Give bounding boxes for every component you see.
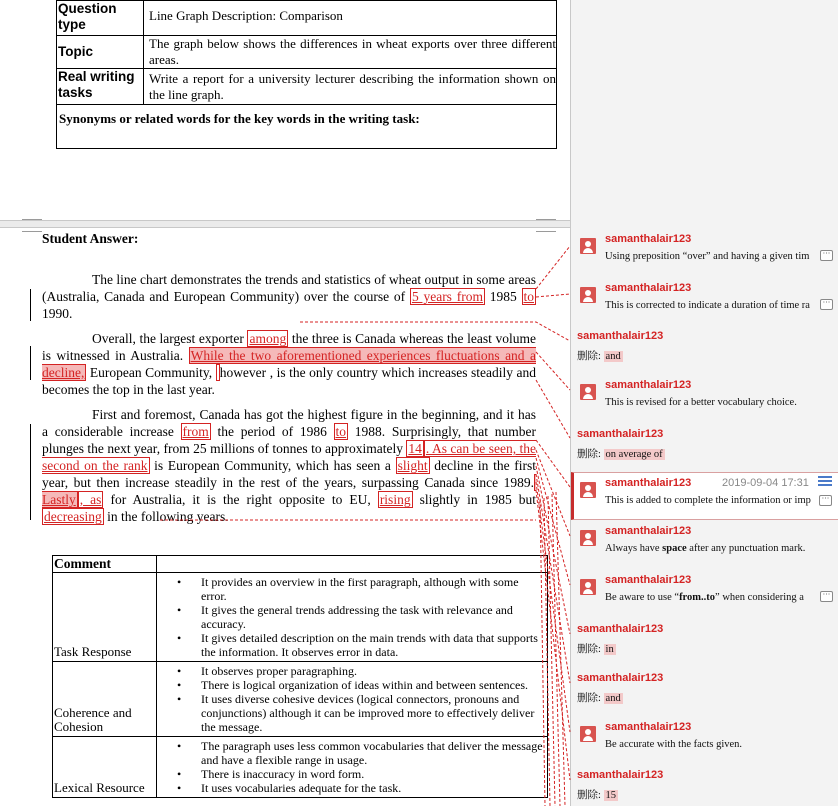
avatar-icon [580, 579, 596, 595]
revision-insert[interactable]: decreasing [44, 509, 102, 524]
avatar-icon [580, 287, 596, 303]
real-writing-tasks-label: Real writing tasks [57, 69, 144, 105]
list-item: • It gives detailed description on the main trends with data that supports the information. It observes error in data. [177, 631, 547, 659]
table-row [53, 573, 548, 662]
comment-author: samanthalair123 [577, 672, 664, 684]
deletion-text: 删除: and [577, 693, 621, 704]
deletion-card[interactable] [571, 765, 838, 806]
synonyms-row[interactable]: Synonyms or related words for the key words in the writing task: [57, 105, 557, 149]
comment-header-blank [157, 556, 548, 573]
criterion-task-response: Task Response [53, 573, 157, 662]
deletion-text: 删除: in [577, 644, 614, 655]
comment-card[interactable] [571, 521, 838, 564]
table-row [53, 662, 548, 737]
revision-highlight[interactable]: While the two aforementioned experiences fluctuations and a decline, [42, 348, 536, 380]
criterion-lexical: Lexical Resource [53, 737, 157, 798]
page-break [0, 220, 570, 228]
comment-author: samanthalair123 [605, 574, 692, 586]
avatar-icon [580, 482, 596, 498]
deleted-text: and [605, 351, 621, 362]
list-item: • It uses diverse cohesive devices (logical connectors, pronouns and conjunctions) although it can be improved more to effectively deliver the message. [177, 692, 547, 734]
deleted-text: in [605, 644, 614, 655]
revision-insert[interactable]: rising [379, 492, 411, 507]
student-answer-body[interactable] [42, 271, 536, 533]
comment-text: Using preposition “over” and having a given tim [605, 251, 810, 262]
comment-author: samanthalair123 [605, 282, 692, 294]
deleted-text: 15 [605, 790, 617, 801]
comment-menu-icon[interactable] [818, 476, 832, 488]
list-item: • There is inaccuracy in word form. [177, 767, 547, 781]
comment-author: samanthalair123 [605, 233, 692, 245]
comment-text: Always have space after any punctuation mark. [605, 543, 806, 554]
comment-text: This is added to complete the information or imp [605, 495, 811, 506]
deletion-card[interactable] [571, 326, 838, 369]
criterion-notes[interactable] [157, 573, 548, 662]
comment-card[interactable] [571, 375, 838, 418]
comment-author: samanthalair123 [577, 623, 664, 635]
criterion-coherence: Coherence and Cohesion [53, 662, 157, 737]
ellipsis-icon[interactable]: ··· [819, 495, 832, 506]
answer-paragraph-3[interactable]: First and foremost, Canada has got the highest figure in the beginning, and it has a considerable increase from the period of 1986 to 1988. Surprisingly, that number plunges the next year, from 25 millions of tonnes to approximately 14 . As can be seen, the second on the rank is European Community, which has seen a slight decline in the first year, but then increase steadily in the rest of the years, surpassing Canada since 1989. Lastly , as for Australia, it is the right opposite to EU, rising slightly in 1985 but decreasing in the following years. [42, 407, 537, 524]
table-row [57, 1, 557, 36]
change-bar [30, 289, 31, 321]
comment-text: This is corrected to indicate a duration of time ra [605, 300, 810, 311]
question-type-value[interactable]: Line Graph Description: Comparison [144, 1, 557, 36]
criterion-notes[interactable] [157, 737, 548, 798]
revision-insert[interactable]: to [335, 424, 347, 439]
comment-author: samanthalair123 [605, 525, 692, 537]
comment-author: samanthalair123 [577, 428, 664, 440]
table-row [57, 36, 557, 69]
comment-author: samanthalair123 [605, 721, 692, 733]
deletion-text: 删除: 15 [577, 790, 617, 801]
question-type-label: Question type [57, 1, 144, 36]
comment-card[interactable] [571, 278, 838, 321]
comment-rubric-table [52, 555, 548, 798]
comment-pane[interactable] [570, 0, 838, 806]
deletion-card[interactable] [571, 619, 838, 662]
crop-mark [22, 219, 42, 220]
topic-value[interactable]: The graph below shows the differences in wheat exports over three different areas. [144, 36, 557, 69]
list-item: • It uses vocabularies adequate for the task. [177, 781, 547, 795]
revision-insert[interactable]: 5 years from [411, 289, 483, 304]
crop-mark [536, 231, 556, 232]
ellipsis-icon[interactable]: ··· [820, 299, 833, 310]
revision-highlight[interactable]: Lastly [42, 474, 536, 508]
comment-card[interactable] [571, 717, 838, 760]
comment-date: 2019-09-04 17:31 [722, 477, 809, 489]
deletion-card[interactable] [571, 424, 838, 467]
comment-author: samanthalair123 [577, 769, 664, 781]
revision-insert[interactable]: slight [397, 458, 428, 473]
criterion-notes[interactable] [157, 662, 548, 737]
avatar-icon [580, 726, 596, 742]
avatar-icon [580, 530, 596, 546]
student-answer-heading: Student Answer: [42, 231, 139, 246]
ellipsis-icon[interactable]: ··· [820, 250, 833, 261]
comment-author: samanthalair123 [605, 477, 692, 489]
deleted-text: and [605, 693, 621, 704]
revision-insert[interactable]: among [249, 331, 287, 346]
table-row [57, 105, 557, 149]
revision-insert[interactable]: 14 [408, 441, 422, 456]
crop-mark [22, 231, 42, 232]
revision-insert[interactable]: from [182, 424, 209, 439]
comment-card[interactable] [571, 229, 838, 272]
answer-paragraph-2[interactable]: Overall, the largest exporter among the three is Canada whereas the least volume is witnessed in Australia. While the two aforementioned experiences fluctuations and a decline, European Community, however , is the only country which increases steadily and becomes the top in the last year. [42, 331, 536, 397]
avatar-icon [580, 238, 596, 254]
comment-text: Be accurate with the facts given. [605, 739, 743, 750]
avatar-icon [580, 384, 596, 400]
comment-text: This is revised for a better vocabulary choice. [605, 397, 797, 408]
list-item: • It provides an overview in the first paragraph, although with some error. [177, 575, 547, 603]
deletion-text: 删除: and [577, 351, 621, 362]
ellipsis-icon[interactable]: ··· [820, 591, 833, 602]
change-bar [30, 346, 31, 380]
comment-author: samanthalair123 [605, 379, 692, 391]
list-item: • It gives the general trends addressing the task with relevance and accuracy. [177, 603, 547, 631]
change-bar [30, 424, 31, 520]
crop-mark [536, 219, 556, 220]
deleted-text: on average of [605, 449, 663, 460]
table-row [53, 556, 548, 573]
list-item: • There is logical organization of ideas within and between sentences. [177, 678, 547, 692]
comment-card[interactable] [571, 570, 838, 613]
answer-paragraph-1[interactable]: The line chart demonstrates the trends and statistics of wheat output in some areas (Australia, Canada and European Community) over the course of 5 years from 1985 to 1990. [42, 272, 536, 321]
revision-insert[interactable]: , as [79, 492, 102, 507]
comment-header: Comment [53, 556, 157, 573]
comment-text: Be aware to use “from..to” when considering a [605, 592, 804, 603]
topic-label: Topic [57, 36, 144, 69]
list-item: • It observes proper paragraphing. [177, 664, 547, 678]
revision-insert[interactable]: to [523, 289, 535, 304]
deletion-card[interactable] [571, 668, 838, 711]
comment-card-active[interactable] [571, 472, 838, 520]
table-row [57, 69, 557, 105]
real-writing-tasks-value[interactable]: Write a report for a university lecturer describing the information shown on the line graph. [144, 69, 557, 105]
revision-insert[interactable]: . As can be seen, the second on the rank [42, 441, 537, 473]
list-item: • The paragraph uses less common vocabularies that deliver the message and have a flexible range in usage. [177, 739, 547, 767]
question-info-table [56, 0, 557, 149]
comment-author: samanthalair123 [577, 330, 664, 342]
table-row [53, 737, 548, 798]
deletion-text: 删除: on average of [577, 449, 663, 460]
